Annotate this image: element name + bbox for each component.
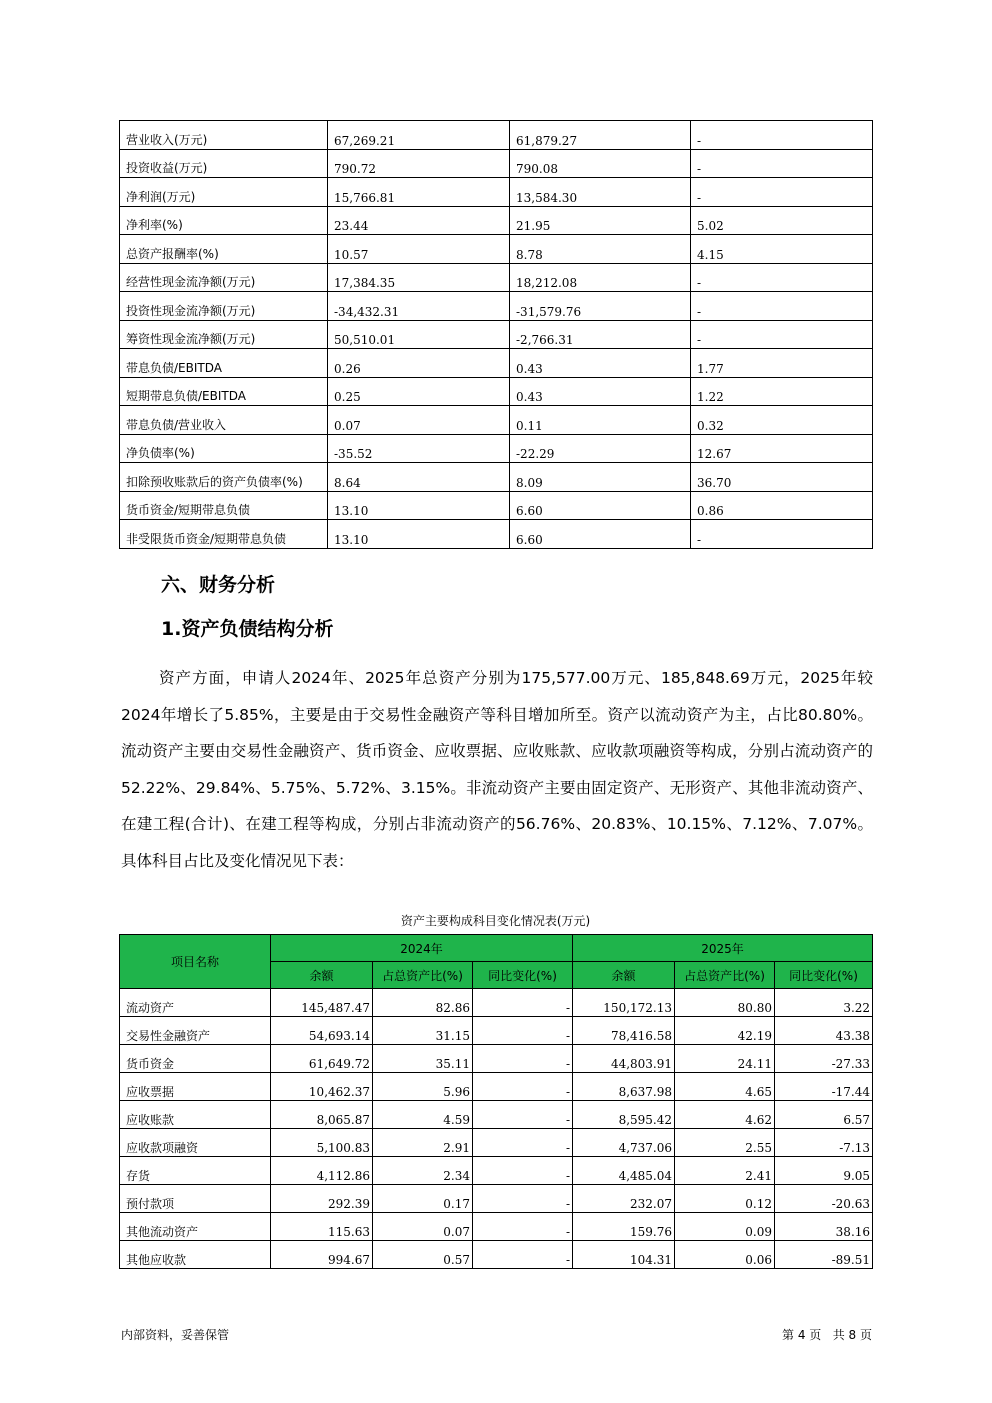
share-2025: 2.55 xyxy=(675,1129,775,1157)
value-col-1: -34,432.31 xyxy=(328,292,510,321)
yoy-2024: - xyxy=(473,1073,573,1101)
yoy-2024: - xyxy=(473,1157,573,1185)
value-col-3: 1.77 xyxy=(691,349,873,378)
yoy-2025: -20.63 xyxy=(775,1185,873,1213)
header-year-2024: 2024年 xyxy=(271,935,573,962)
table-row xyxy=(120,1101,873,1129)
asset-composition-table xyxy=(119,934,873,1269)
share-2025: 0.06 xyxy=(675,1241,775,1269)
share-2024: 0.57 xyxy=(373,1241,473,1269)
value-col-3: - xyxy=(691,149,873,178)
share-2024: 0.07 xyxy=(373,1213,473,1241)
table-row xyxy=(120,149,873,178)
item-name: 预付款项 xyxy=(120,1185,271,1213)
balance-2025: 8,595.42 xyxy=(573,1101,675,1129)
share-2025: 4.65 xyxy=(675,1073,775,1101)
value-col-2: 6.60 xyxy=(510,520,691,549)
balance-2025: 8,637.98 xyxy=(573,1073,675,1101)
table-row xyxy=(120,320,873,349)
value-col-1: 13.10 xyxy=(328,491,510,520)
item-name: 其他应收款 xyxy=(120,1241,271,1269)
balance-2024: 61,649.72 xyxy=(271,1045,373,1073)
indicator-label: 筹资性现金流净额(万元) xyxy=(120,320,328,349)
indicator-label: 经营性现金流净额(万元) xyxy=(120,263,328,292)
table-row xyxy=(120,491,873,520)
table-row xyxy=(120,377,873,406)
share-2024: 35.11 xyxy=(373,1045,473,1073)
balance-2024: 994.67 xyxy=(271,1241,373,1269)
header-year-2025: 2025年 xyxy=(573,935,873,962)
table-row xyxy=(120,1045,873,1073)
value-col-1: 15,766.81 xyxy=(328,178,510,207)
balance-2025: 232.07 xyxy=(573,1185,675,1213)
indicator-label: 短期带息负债/EBITDA xyxy=(120,377,328,406)
value-col-2: 6.60 xyxy=(510,491,691,520)
value-col-1: 10.57 xyxy=(328,235,510,264)
table-row xyxy=(120,1157,873,1185)
financial-indicators-table xyxy=(119,120,873,549)
header-share: 占总资产比(%) xyxy=(373,962,473,989)
indicator-label: 净负债率(%) xyxy=(120,434,328,463)
item-name: 交易性金融资产 xyxy=(120,1017,271,1045)
balance-2024: 8,065.87 xyxy=(271,1101,373,1129)
value-col-2: 8.78 xyxy=(510,235,691,264)
value-col-3: 5.02 xyxy=(691,206,873,235)
item-name: 应收款项融资 xyxy=(120,1129,271,1157)
value-col-2: -2,766.31 xyxy=(510,320,691,349)
indicator-label: 投资收益(万元) xyxy=(120,149,328,178)
value-col-2: -31,579.76 xyxy=(510,292,691,321)
value-col-3: - xyxy=(691,121,873,150)
value-col-3: 4.15 xyxy=(691,235,873,264)
balance-2025: 4,737.06 xyxy=(573,1129,675,1157)
value-col-3: - xyxy=(691,320,873,349)
table-row xyxy=(120,1213,873,1241)
value-col-1: 790.72 xyxy=(328,149,510,178)
table-row xyxy=(120,178,873,207)
value-col-3: 0.32 xyxy=(691,406,873,435)
value-col-3: 0.86 xyxy=(691,491,873,520)
value-col-2: 18,212.08 xyxy=(510,263,691,292)
item-name: 流动资产 xyxy=(120,989,271,1017)
header-yoy: 同比变化(%) xyxy=(473,962,573,989)
balance-2024: 4,112.86 xyxy=(271,1157,373,1185)
value-col-2: 13,584.30 xyxy=(510,178,691,207)
share-2024: 82.86 xyxy=(373,989,473,1017)
table-row xyxy=(120,463,873,492)
yoy-2025: 38.16 xyxy=(775,1213,873,1241)
value-col-3: - xyxy=(691,520,873,549)
yoy-2024: - xyxy=(473,1213,573,1241)
value-col-2: 0.43 xyxy=(510,349,691,378)
table-row xyxy=(120,1241,873,1269)
share-2025: 80.80 xyxy=(675,989,775,1017)
yoy-2025: 9.05 xyxy=(775,1157,873,1185)
balance-2025: 44,803.91 xyxy=(573,1045,675,1073)
value-col-3: 12.67 xyxy=(691,434,873,463)
balance-2024: 54,693.14 xyxy=(271,1017,373,1045)
indicator-label: 带息负债/EBITDA xyxy=(120,349,328,378)
yoy-2024: - xyxy=(473,1241,573,1269)
table-row xyxy=(120,121,873,150)
value-col-2: 8.09 xyxy=(510,463,691,492)
share-2024: 31.15 xyxy=(373,1017,473,1045)
value-col-3: - xyxy=(691,292,873,321)
value-col-1: 8.64 xyxy=(328,463,510,492)
value-col-1: 0.26 xyxy=(328,349,510,378)
balance-2024: 292.39 xyxy=(271,1185,373,1213)
item-name: 应收票据 xyxy=(120,1073,271,1101)
indicator-label: 净利率(%) xyxy=(120,206,328,235)
header-item-name: 项目名称 xyxy=(120,935,271,989)
value-col-3: 36.70 xyxy=(691,463,873,492)
header-balance: 余额 xyxy=(573,962,675,989)
share-2024: 5.96 xyxy=(373,1073,473,1101)
value-col-2: 0.11 xyxy=(510,406,691,435)
header-yoy: 同比变化(%) xyxy=(775,962,873,989)
item-name: 存货 xyxy=(120,1157,271,1185)
balance-2025: 78,416.58 xyxy=(573,1017,675,1045)
yoy-2025: 6.57 xyxy=(775,1101,873,1129)
value-col-2: 61,879.27 xyxy=(510,121,691,150)
value-col-1: 0.07 xyxy=(328,406,510,435)
footer-confidential: 内部资料，妥善保管 xyxy=(121,1328,230,1342)
item-name: 货币资金 xyxy=(120,1045,271,1073)
balance-2025: 104.31 xyxy=(573,1241,675,1269)
value-col-2: 0.43 xyxy=(510,377,691,406)
value-col-1: 17,384.35 xyxy=(328,263,510,292)
yoy-2025: -7.13 xyxy=(775,1129,873,1157)
indicator-label: 营业收入(万元) xyxy=(120,121,328,150)
balance-2025: 150,172.13 xyxy=(573,989,675,1017)
yoy-2025: -27.33 xyxy=(775,1045,873,1073)
item-name: 其他流动资产 xyxy=(120,1213,271,1241)
table-row xyxy=(120,263,873,292)
share-2024: 2.91 xyxy=(373,1129,473,1157)
value-col-1: -35.52 xyxy=(328,434,510,463)
share-2025: 0.12 xyxy=(675,1185,775,1213)
header-balance: 余额 xyxy=(271,962,373,989)
share-2025: 24.11 xyxy=(675,1045,775,1073)
share-2024: 0.17 xyxy=(373,1185,473,1213)
indicator-label: 投资性现金流净额(万元) xyxy=(120,292,328,321)
value-col-1: 67,269.21 xyxy=(328,121,510,150)
table-row xyxy=(120,1073,873,1101)
share-2025: 4.62 xyxy=(675,1101,775,1129)
yoy-2024: - xyxy=(473,989,573,1017)
indicator-label: 净利润(万元) xyxy=(120,178,328,207)
share-2025: 42.19 xyxy=(675,1017,775,1045)
balance-2024: 145,487.47 xyxy=(271,989,373,1017)
indicator-label: 带息负债/营业收入 xyxy=(120,406,328,435)
table-row xyxy=(120,406,873,435)
value-col-3: 1.22 xyxy=(691,377,873,406)
table-row xyxy=(120,349,873,378)
section-heading: 六、财务分析 xyxy=(161,574,276,596)
balance-2024: 10,462.37 xyxy=(271,1073,373,1101)
balance-2025: 159.76 xyxy=(573,1213,675,1241)
value-col-1: 23.44 xyxy=(328,206,510,235)
share-2025: 2.41 xyxy=(675,1157,775,1185)
table-row xyxy=(120,235,873,264)
balance-2024: 115.63 xyxy=(271,1213,373,1241)
balance-2024: 5,100.83 xyxy=(271,1129,373,1157)
yoy-2024: - xyxy=(473,1101,573,1129)
indicator-label: 非受限货币资金/短期带息负债 xyxy=(120,520,328,549)
table-row xyxy=(120,1017,873,1045)
table-row xyxy=(120,206,873,235)
indicator-label: 货币资金/短期带息负债 xyxy=(120,491,328,520)
yoy-2025: -17.44 xyxy=(775,1073,873,1101)
value-col-2: -22.29 xyxy=(510,434,691,463)
table-caption: 资产主要构成科目变化情况表(万元) xyxy=(400,914,591,928)
table-row xyxy=(120,1185,873,1213)
table-row xyxy=(120,1129,873,1157)
yoy-2025: 43.38 xyxy=(775,1017,873,1045)
yoy-2025: -89.51 xyxy=(775,1241,873,1269)
yoy-2024: - xyxy=(473,1185,573,1213)
value-col-3: - xyxy=(691,178,873,207)
yoy-2024: - xyxy=(473,1129,573,1157)
value-col-2: 21.95 xyxy=(510,206,691,235)
balance-2025: 4,485.04 xyxy=(573,1157,675,1185)
table-row xyxy=(120,292,873,321)
yoy-2024: - xyxy=(473,1045,573,1073)
value-col-2: 790.08 xyxy=(510,149,691,178)
footer-page-number: 第 4 页 共 8 页 xyxy=(782,1328,872,1342)
yoy-2024: - xyxy=(473,1017,573,1045)
indicator-label: 扣除预收账款后的资产负债率(%) xyxy=(120,463,328,492)
table-row xyxy=(120,434,873,463)
value-col-1: 50,510.01 xyxy=(328,320,510,349)
table-row xyxy=(120,520,873,549)
share-2024: 2.34 xyxy=(373,1157,473,1185)
item-name: 应收账款 xyxy=(120,1101,271,1129)
analysis-paragraph: 资产方面，申请人2024年、2025年总资产分别为175,577.00万元、185,848.69万元，2025年较2024年增长了5.85%，主要是由于交易性金融资产等科目增加所至。资产以流动资产为主，占比80.80%。流动资产主要由交易性金融资产、货币资金、应收票据、应收账款、应收款项融资等构成，分别占流动资产的52.22%、29.84%、5.75%、5.72%、3.15%。非流动资产主要由固定资产、无形资产、其他非流动资产、在建工程(合计)、在建工程等构成，分别占非流动资产的56.76%、20.83%、10.15%、7.12%、7.07%。具体科目占比及变化情况见下表： xyxy=(121,669,873,870)
value-col-3: - xyxy=(691,263,873,292)
subsection-heading: 1.资产负债结构分析 xyxy=(161,618,334,640)
yoy-2025: 3.22 xyxy=(775,989,873,1017)
share-2024: 4.59 xyxy=(373,1101,473,1129)
header-share: 占总资产比(%) xyxy=(675,962,775,989)
table-row xyxy=(120,989,873,1017)
value-col-1: 13.10 xyxy=(328,520,510,549)
value-col-1: 0.25 xyxy=(328,377,510,406)
indicator-label: 总资产报酬率(%) xyxy=(120,235,328,264)
share-2025: 0.09 xyxy=(675,1213,775,1241)
